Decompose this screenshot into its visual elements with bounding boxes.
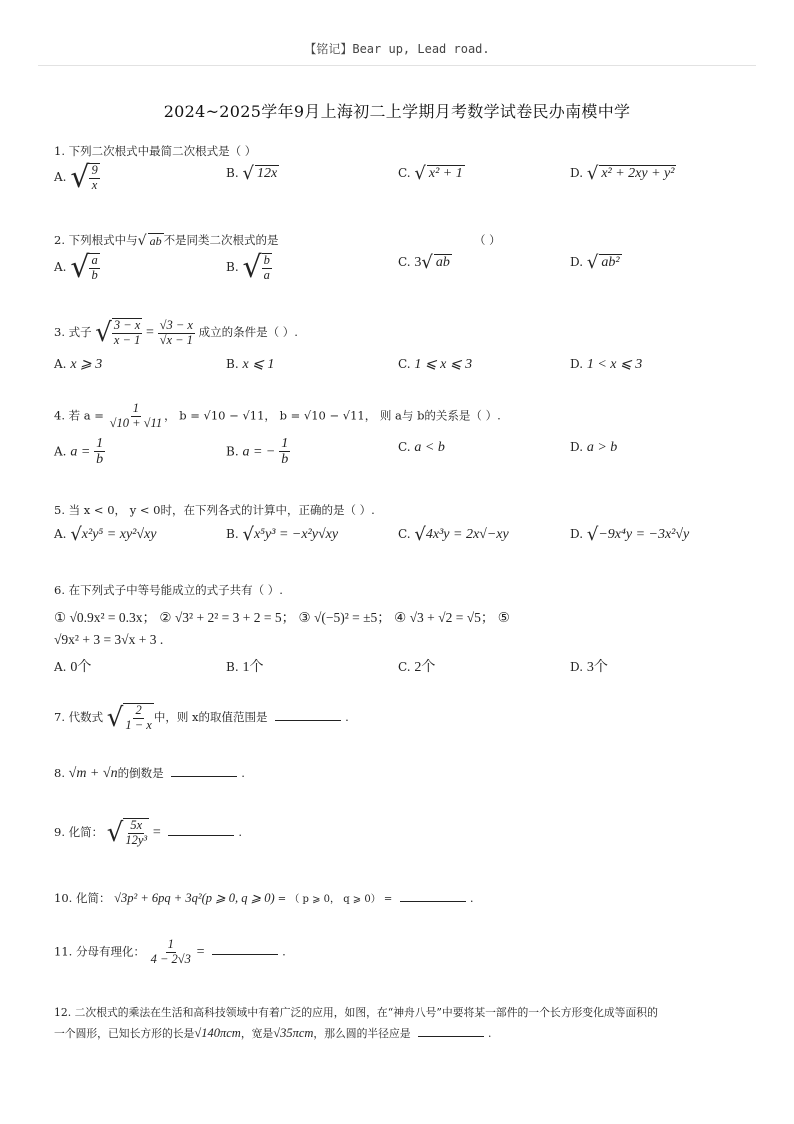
q6-option-c[interactable]: C. 2个 xyxy=(398,660,436,675)
q6-stem: 6. 在下列式子中等号能成立的式子共有（ ）. xyxy=(54,583,283,597)
q11: 11. 分母有理化： $\frac{1}{4 - 2√3}$ = . xyxy=(54,937,286,966)
q5-stem: 5. 当 x < 0， y < 0时，在下列各式的计算中，正确的是（ ）. xyxy=(54,503,375,517)
q1-b-expression: 12x xyxy=(256,166,278,181)
q3-option-b[interactable]: B. x ⩽ 1 xyxy=(226,357,275,372)
q5-option-d[interactable]: D. √−9x⁴y = −3x²√y xyxy=(570,524,690,545)
motto-header: 【铭记】Bear up, Lead road. xyxy=(304,42,490,56)
q1-stem: 1. 下列二次根式中最简二次根式是（ ） xyxy=(54,144,257,158)
q3-option-d[interactable]: D. 1 < x ⩽ 3 xyxy=(570,357,643,372)
q4-option-a[interactable]: A. a = $\frac{1}{b}$ xyxy=(54,436,104,468)
q6-option-b[interactable]: B. 1个 xyxy=(226,660,264,675)
q10: 10. 化简： √3p² + 6pq + 3q²(p ⩾ 0, q ⩾ 0) = （ p ⩾ 0， q ⩾ 0） = . xyxy=(54,891,474,905)
q3-option-c[interactable]: C. 1 ⩽ x ⩽ 3 xyxy=(398,357,473,372)
q7-answer-blank[interactable] xyxy=(275,720,341,721)
q12-line1: 12. 二次根式的乘法在生活和高科技领域中有着广泛的应用，如图，在“神舟八号”中要将某一部件的一个长方形变化成等面积的 xyxy=(54,1006,658,1019)
q1-d-expression: x² + 2xy + y² xyxy=(601,166,675,181)
q2-option-a[interactable]: A. √ $\frac{a}{b}$ xyxy=(54,250,98,285)
q6-statements-line2: √9x² + 3 = 3√x + 3 . xyxy=(54,632,164,647)
q8-answer-blank[interactable] xyxy=(171,776,237,777)
q6-statements-line1: ① √0.9x² = 0.3x； ② √3² + 2² = 3 + 2 = 5； ③ √(−5)² = ±5； ④ √3 + √2 = √5； ⑤ xyxy=(54,610,510,625)
q9: 9. 化简： √ $\frac{5x}{\text{12y³}}$ = . xyxy=(54,818,243,848)
q5-option-b[interactable]: B. √x⁵y³ = −x²y√xy xyxy=(226,524,339,545)
q6-option-a[interactable]: A. 0个 xyxy=(54,660,92,675)
q1-a-numerator: 9 xyxy=(91,162,98,177)
q11-answer-blank[interactable] xyxy=(212,954,278,955)
q2-answer-paren: （ ） xyxy=(474,233,501,247)
q12-answer-blank[interactable] xyxy=(418,1036,484,1037)
q4-option-d[interactable]: D. a > b xyxy=(570,440,618,455)
q2-option-b[interactable]: B. √ $\frac{b}{a}$ xyxy=(226,250,270,285)
q1-a-denominator: x xyxy=(91,177,98,192)
q5-option-c[interactable]: C. √4x³y = 2x√−xy xyxy=(398,524,509,545)
q1-c-expression: x² + 1 xyxy=(428,166,463,181)
q4-option-b[interactable]: B. a = − $\frac{1}{b}$ xyxy=(226,436,289,468)
q12-line2: 一个圆形，已知长方形的长是√140πcm，宽是√35πcm，那么圆的半径应是 . xyxy=(54,1026,492,1040)
q4-stem: 4. 若 a = $\frac{1}{√10 + √11}$ ， b = √10 − √11， b = √10 − √11， 则 a与 b的关系是（ ）. xyxy=(54,401,501,430)
q7: 7. 代数式 √ $\frac{2}{1 - x}$ 中，则 x的取值范围是 . xyxy=(54,703,349,733)
q1-option-a[interactable]: A. √ $\frac{9}{x}$ xyxy=(54,160,98,195)
q6-option-d[interactable]: D. 3个 xyxy=(570,660,608,675)
page-title: 2024~2025学年9月上海初二上学期月考数学试卷民办南模中学 xyxy=(163,102,631,121)
q4-option-c[interactable]: C. a < b xyxy=(398,440,445,455)
q3-stem: 3. 式子 √ $\frac{3 - x}{x - 1}$ = $\frac{√3 - x}{√x - 1}$ 成立的条件是（ ）. xyxy=(54,317,298,348)
q2-stem: 2. 下列根式中与√ ab 不是同类二次根式的是 xyxy=(54,233,279,249)
q3-option-a[interactable]: A. x ⩾ 3 xyxy=(54,357,103,372)
q10-answer-blank[interactable] xyxy=(400,901,466,902)
q1-option-c[interactable]: C. √ x² + 1 xyxy=(398,163,463,184)
q1-option-b[interactable]: B. √ 12x xyxy=(226,163,278,184)
q2-option-d[interactable]: D. √ ab² xyxy=(570,252,620,273)
q2-option-c[interactable]: C. 3√ ab xyxy=(398,252,450,273)
q1-option-d[interactable]: D. √ x² + 2xy + y² xyxy=(570,163,675,184)
q8: 8. √m + √n的倒数是 . xyxy=(54,766,245,781)
q5-option-a[interactable]: A. √x²y⁵ = xy²√xy xyxy=(54,524,157,545)
q9-answer-blank[interactable] xyxy=(168,835,234,836)
header-divider xyxy=(38,65,756,66)
